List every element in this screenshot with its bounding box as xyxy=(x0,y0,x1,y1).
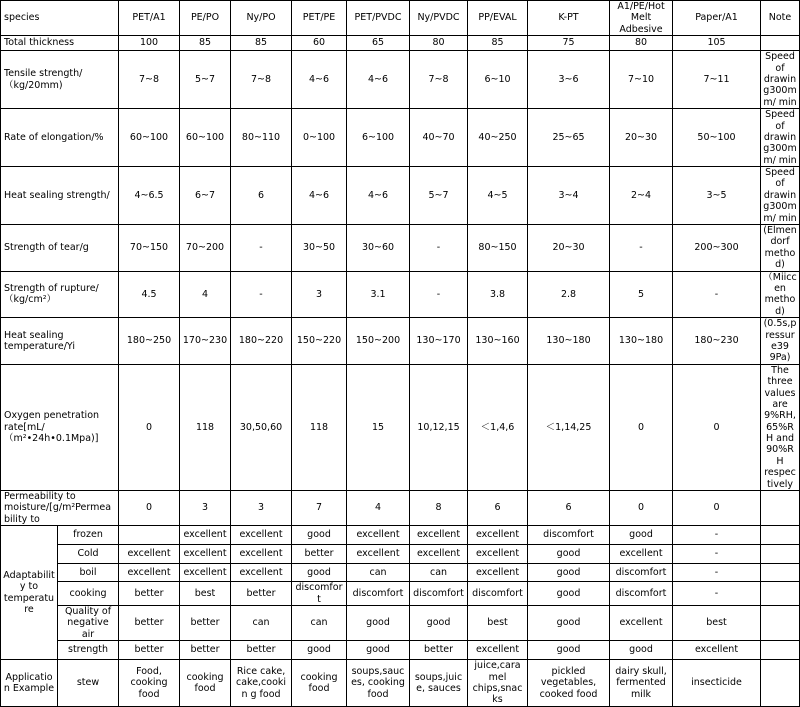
table-cell: soups,juice, sauces xyxy=(410,660,468,707)
col-header: PP/EVAL xyxy=(468,1,528,36)
note-header: Note xyxy=(761,1,800,36)
table-cell: best xyxy=(180,582,231,606)
header-row xyxy=(1,1,800,36)
table-cell: 4~6 xyxy=(292,51,347,109)
table-cell: better xyxy=(292,545,347,564)
note-cell: (Elmendorf method) xyxy=(761,225,800,272)
table-cell: - xyxy=(410,225,468,272)
note-cell xyxy=(761,582,800,606)
table-cell: 6 xyxy=(468,491,528,526)
row-label: Heat sealing temperature/Yi xyxy=(1,318,119,365)
table-row xyxy=(1,545,800,564)
sub-label: Quality of negative air xyxy=(58,605,119,640)
table-cell: better xyxy=(180,641,231,660)
table-cell: 50~100 xyxy=(673,109,761,167)
table-cell: 7 xyxy=(292,491,347,526)
table-cell: 0 xyxy=(610,491,673,526)
table-cell: Rice cake, cake,cookin g food xyxy=(231,660,292,707)
table-cell: 0 xyxy=(673,364,761,490)
table-cell: 40~70 xyxy=(410,109,468,167)
table-cell: 80~150 xyxy=(468,225,528,272)
table-row xyxy=(1,660,800,707)
table-cell: 118 xyxy=(180,364,231,490)
col-header: K-PT xyxy=(528,1,610,36)
table-cell: 6~10 xyxy=(468,51,528,109)
table-cell: 10,12,15 xyxy=(410,364,468,490)
table-cell: discomfort xyxy=(410,582,468,606)
col-header: PET/PVDC xyxy=(347,1,410,36)
table-cell: insecticide xyxy=(673,660,761,707)
table-cell: good xyxy=(292,641,347,660)
table-cell: 0 xyxy=(673,491,761,526)
table-cell: 7~8 xyxy=(410,51,468,109)
table-cell: 30,50,60 xyxy=(231,364,292,490)
table-row xyxy=(1,225,800,272)
table-cell: 30~60 xyxy=(347,225,410,272)
row-label: Rate of elongation/% xyxy=(1,109,119,167)
table-cell: good xyxy=(528,564,610,582)
table-cell: discomfort xyxy=(468,582,528,606)
table-cell: excellent xyxy=(119,545,180,564)
table-cell: good xyxy=(528,641,610,660)
note-cell: Speed of drawing300mm/ min xyxy=(761,109,800,167)
table-cell: 80~110 xyxy=(231,109,292,167)
table-cell: 60 xyxy=(292,36,347,51)
table-cell: juice,caramel chips,snacks xyxy=(468,660,528,707)
table-cell: excellent xyxy=(180,526,231,545)
col-header: PE/PO xyxy=(180,1,231,36)
table-cell: - xyxy=(673,545,761,564)
table-cell: excellent xyxy=(610,545,673,564)
note-cell: Speed of drawing300mm/ min xyxy=(761,51,800,109)
table-cell: better xyxy=(410,641,468,660)
table-cell: excellent xyxy=(347,526,410,545)
table-cell: 30~50 xyxy=(292,225,347,272)
table-cell: excellent xyxy=(231,545,292,564)
table-cell: pickled vegetables, cooked food xyxy=(528,660,610,707)
table-cell: 6~7 xyxy=(180,167,231,225)
table-cell: 6 xyxy=(231,167,292,225)
table-row xyxy=(1,564,800,582)
table-cell: 7~11 xyxy=(673,51,761,109)
row-label: Strength of rupture/（kg/cm²） xyxy=(1,271,119,318)
table-cell: good xyxy=(292,564,347,582)
table-cell: excellent xyxy=(347,545,410,564)
note-cell: Speed of drawing300mm/ min xyxy=(761,167,800,225)
col-header: PET/PE xyxy=(292,1,347,36)
table-cell: 75 xyxy=(528,36,610,51)
table-cell: good xyxy=(528,545,610,564)
table-cell: 0~100 xyxy=(292,109,347,167)
table-cell: best xyxy=(468,605,528,640)
table-cell: 20~30 xyxy=(610,109,673,167)
table-cell: can xyxy=(292,605,347,640)
table-cell: 130~170 xyxy=(410,318,468,365)
table-cell: excellent xyxy=(610,605,673,640)
table-row xyxy=(1,605,800,640)
table-cell: better xyxy=(119,605,180,640)
sub-label: stew xyxy=(58,660,119,707)
table-cell: 3.1 xyxy=(347,271,410,318)
table-cell: 3 xyxy=(180,491,231,526)
row-label: Strength of tear/g xyxy=(1,225,119,272)
table-cell: - xyxy=(673,582,761,606)
table-cell: 25~65 xyxy=(528,109,610,167)
table-cell: 3~4 xyxy=(528,167,610,225)
note-cell xyxy=(761,605,800,640)
sub-label: Cold xyxy=(58,545,119,564)
table-cell: - xyxy=(410,271,468,318)
table-cell: excellent xyxy=(119,564,180,582)
table-cell: 5 xyxy=(610,271,673,318)
table-cell: 85 xyxy=(180,36,231,51)
table-cell: 4~6 xyxy=(347,167,410,225)
table-cell: - xyxy=(673,564,761,582)
row-label: Tensile strength/（kg/20mm) xyxy=(1,51,119,109)
application-label: Application Example xyxy=(1,660,58,707)
table-row xyxy=(1,271,800,318)
table-cell: can xyxy=(347,564,410,582)
table-cell: discomfort xyxy=(347,582,410,606)
table-cell: 7~10 xyxy=(610,51,673,109)
table-cell: good xyxy=(347,641,410,660)
table-cell: - xyxy=(673,526,761,545)
table-cell: 80 xyxy=(410,36,468,51)
table-cell: 85 xyxy=(231,36,292,51)
table-row xyxy=(1,109,800,167)
table-cell: 180~220 xyxy=(231,318,292,365)
table-cell: 7~8 xyxy=(119,51,180,109)
table-cell: discomfort xyxy=(610,564,673,582)
table-cell: 3 xyxy=(292,271,347,318)
table-cell: better xyxy=(119,582,180,606)
table-cell: good xyxy=(347,605,410,640)
table-cell: good xyxy=(528,582,610,606)
note-cell xyxy=(761,641,800,660)
table-cell xyxy=(119,526,180,545)
table-row xyxy=(1,582,800,606)
table-cell: excellent xyxy=(468,564,528,582)
table-row xyxy=(1,641,800,660)
col-header: Ny/PVDC xyxy=(410,1,468,36)
note-cell xyxy=(761,36,800,51)
col-header: A1/PE/Hot Melt Adbesive xyxy=(610,1,673,36)
table-cell: cooking food xyxy=(292,660,347,707)
row-label: Heat sealing strength/ xyxy=(1,167,119,225)
row-label: Total thickness xyxy=(1,36,119,51)
table-row xyxy=(1,51,800,109)
table-cell: excellent xyxy=(231,564,292,582)
table-cell: good xyxy=(292,526,347,545)
table-cell: 130~180 xyxy=(528,318,610,365)
table-cell: 6 xyxy=(528,491,610,526)
table-cell: 4.5 xyxy=(119,271,180,318)
table-cell: 170~230 xyxy=(180,318,231,365)
table-cell: excellent xyxy=(468,526,528,545)
table-cell: 60~100 xyxy=(180,109,231,167)
table-row xyxy=(1,36,800,51)
table-cell: excellent xyxy=(410,526,468,545)
table-row xyxy=(1,364,800,490)
table-cell: 100 xyxy=(119,36,180,51)
table-cell: excellent xyxy=(468,641,528,660)
table-cell: 80 xyxy=(610,36,673,51)
table-cell: 2.8 xyxy=(528,271,610,318)
table-cell: excellent xyxy=(410,545,468,564)
table-cell: best xyxy=(673,605,761,640)
table-cell: 0 xyxy=(119,364,180,490)
table-cell: excellent xyxy=(180,564,231,582)
table-body xyxy=(1,1,800,707)
table-cell: good xyxy=(528,605,610,640)
table-cell: 130~160 xyxy=(468,318,528,365)
table-cell: 65 xyxy=(347,36,410,51)
table-cell: 105 xyxy=(673,36,761,51)
table-row xyxy=(1,318,800,365)
table-cell: - xyxy=(231,271,292,318)
table-cell: 2~4 xyxy=(610,167,673,225)
table-cell: 70~200 xyxy=(180,225,231,272)
table-cell: cooking food xyxy=(180,660,231,707)
table-cell: ＜1,4,6 xyxy=(468,364,528,490)
table-cell: 200~300 xyxy=(673,225,761,272)
table-cell: 7~8 xyxy=(231,51,292,109)
table-cell: - xyxy=(673,271,761,318)
table-cell: 70~150 xyxy=(119,225,180,272)
table-cell: 118 xyxy=(292,364,347,490)
table-cell: 180~250 xyxy=(119,318,180,365)
table-cell: excellent xyxy=(468,545,528,564)
table-cell: soups,sauces, cooking food xyxy=(347,660,410,707)
table-cell: 150~200 xyxy=(347,318,410,365)
table-row xyxy=(1,167,800,225)
note-cell: (0.5s,pressure39 9Pa) xyxy=(761,318,800,365)
col-header: PET/A1 xyxy=(119,1,180,36)
table-cell: 4~5 xyxy=(468,167,528,225)
note-cell xyxy=(761,660,800,707)
table-cell: 4 xyxy=(347,491,410,526)
table-cell: 60~100 xyxy=(119,109,180,167)
table-cell: excellent xyxy=(231,526,292,545)
table-cell: 6~100 xyxy=(347,109,410,167)
table-cell: good xyxy=(610,526,673,545)
table-cell: good xyxy=(610,641,673,660)
note-cell xyxy=(761,545,800,564)
sub-label: boil xyxy=(58,564,119,582)
note-cell: （Miiccen method) xyxy=(761,271,800,318)
table-cell: 5~7 xyxy=(180,51,231,109)
table-cell: 40~250 xyxy=(468,109,528,167)
table-cell: excellent xyxy=(180,545,231,564)
table-cell: 4~6 xyxy=(347,51,410,109)
table-cell: 15 xyxy=(347,364,410,490)
table-cell: 4 xyxy=(180,271,231,318)
table-cell: 20~30 xyxy=(528,225,610,272)
table-row xyxy=(1,491,800,526)
table-cell: excellent xyxy=(673,641,761,660)
table-cell: better xyxy=(119,641,180,660)
table-cell: 3~5 xyxy=(673,167,761,225)
table-cell: 5~7 xyxy=(410,167,468,225)
table-cell: 3~6 xyxy=(528,51,610,109)
table-cell: ＜1,14,25 xyxy=(528,364,610,490)
table-cell: better xyxy=(231,582,292,606)
table-cell: 150~220 xyxy=(292,318,347,365)
col-header: Ny/PO xyxy=(231,1,292,36)
species-header: species xyxy=(1,1,119,36)
table-cell: discomfort xyxy=(610,582,673,606)
row-label: Oxygen penetration rate[mL/（m²•24h•0.1Mpa)] xyxy=(1,364,119,490)
table-cell: - xyxy=(231,225,292,272)
table-cell: better xyxy=(180,605,231,640)
table-cell: 4~6 xyxy=(292,167,347,225)
table-cell: 0 xyxy=(610,364,673,490)
table-cell: 85 xyxy=(468,36,528,51)
table-cell: 180~230 xyxy=(673,318,761,365)
sub-label: cooking xyxy=(58,582,119,606)
table-cell: 3.8 xyxy=(468,271,528,318)
col-header: Paper/A1 xyxy=(673,1,761,36)
table-cell: - xyxy=(610,225,673,272)
row-label: Permeability to moisture/[g/m²Permeability to xyxy=(1,491,119,526)
note-cell: The three values are 9%RH,65%RH and 90%RH respectively xyxy=(761,364,800,490)
adaptability-label: Adaptability to temperature xyxy=(1,526,58,660)
table-cell: 4~6.5 xyxy=(119,167,180,225)
table-cell: dairy skull, fermented milk xyxy=(610,660,673,707)
table-cell: 130~180 xyxy=(610,318,673,365)
table-cell: can xyxy=(231,605,292,640)
table-row xyxy=(1,526,800,545)
table-cell: can xyxy=(410,564,468,582)
table-cell: discomfort xyxy=(292,582,347,606)
table-cell: 8 xyxy=(410,491,468,526)
table-cell: discomfort xyxy=(528,526,610,545)
note-cell xyxy=(761,564,800,582)
sub-label: strength xyxy=(58,641,119,660)
note-cell xyxy=(761,526,800,545)
table-cell: good xyxy=(410,605,468,640)
note-cell xyxy=(761,491,800,526)
table-cell: 3 xyxy=(231,491,292,526)
table-cell: 0 xyxy=(119,491,180,526)
table-cell: Food, cooking food xyxy=(119,660,180,707)
table-cell: better xyxy=(231,641,292,660)
sub-label: frozen xyxy=(58,526,119,545)
